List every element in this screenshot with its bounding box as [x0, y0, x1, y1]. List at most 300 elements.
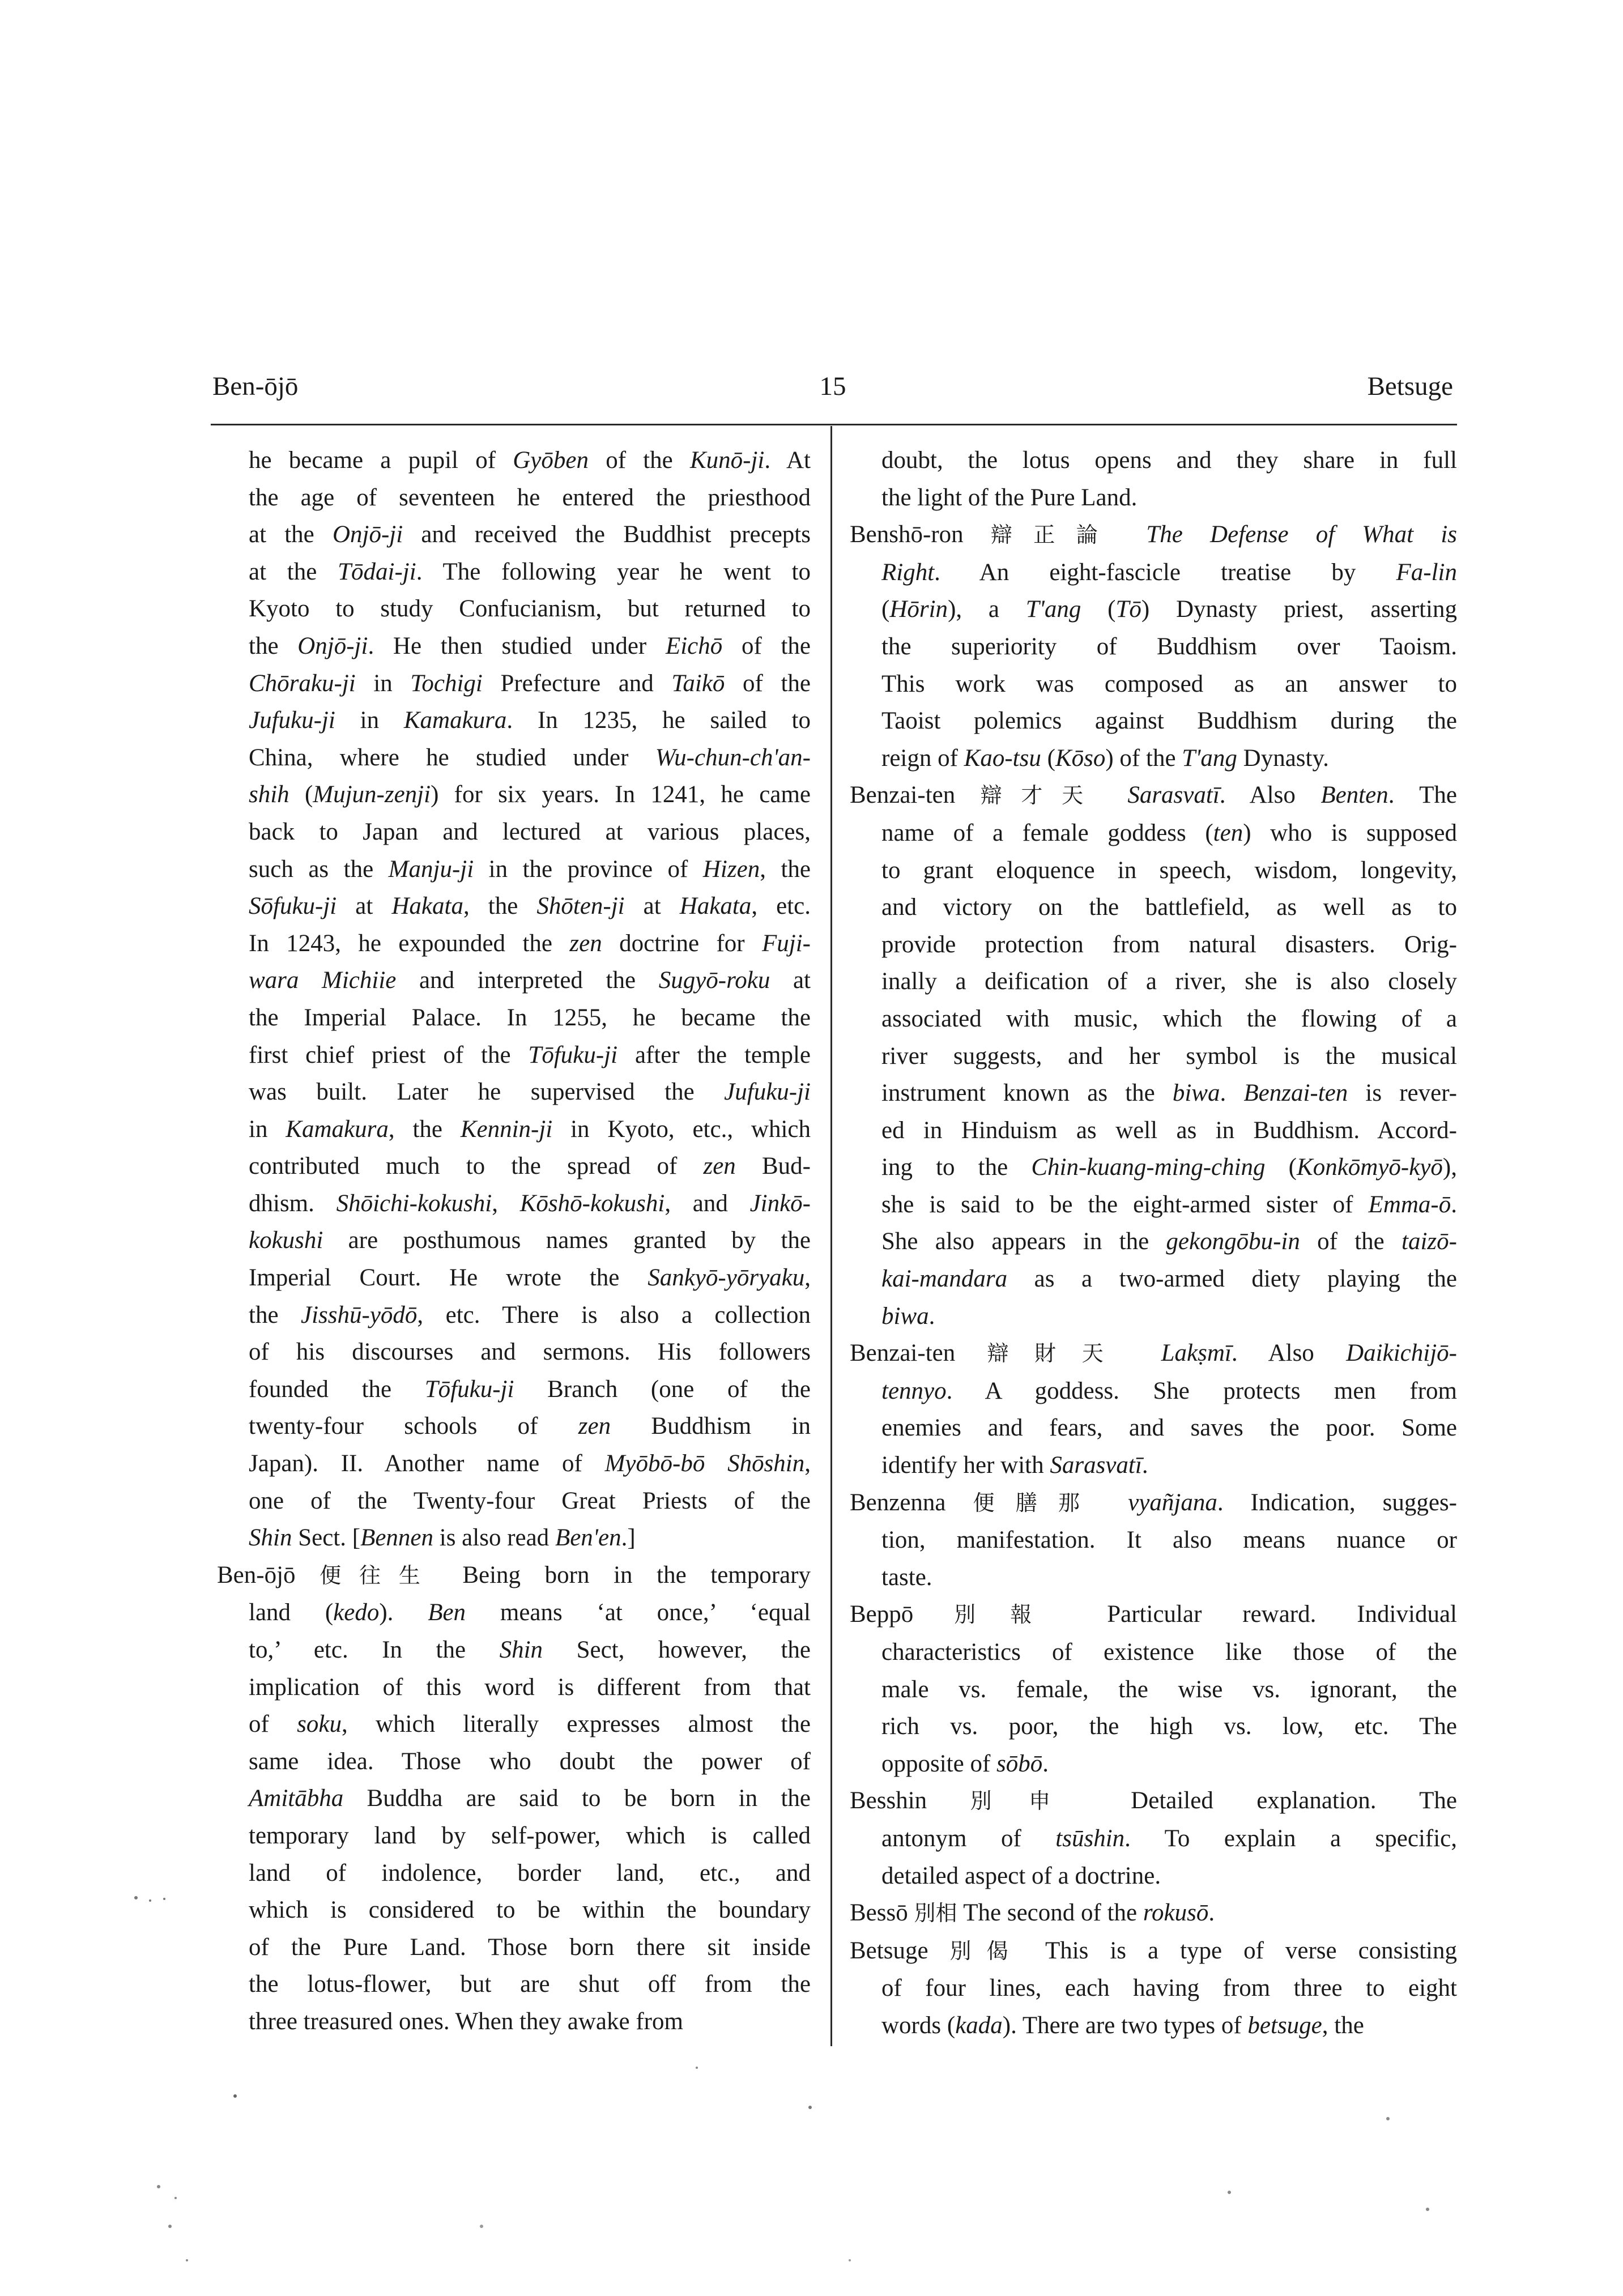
kanji-characters: 便膳那: [973, 1490, 1101, 1515]
text-line: [217, 628, 811, 665]
text-line: [217, 479, 811, 517]
text-run: associated with music, which the flowing of a: [881, 1005, 1457, 1032]
text-line: [217, 1483, 811, 1520]
text-run: provide protection from natural disasters. Orig-: [881, 931, 1457, 958]
text-run: This work was composed as an answer to: [881, 670, 1457, 697]
text-line: [850, 1260, 1457, 1298]
italic-term: taizō-: [1402, 1228, 1457, 1255]
text-run: China, where he studied under: [249, 744, 655, 771]
italic-term: Tōfuku-ji: [528, 1041, 618, 1068]
text-run: . The: [1388, 782, 1457, 809]
text-line: [850, 926, 1457, 964]
text-line: [217, 925, 811, 962]
italic-term: Konkōmyō-kyō: [1297, 1154, 1443, 1181]
text-run: Branch (one of the: [514, 1375, 811, 1403]
text-line: [850, 1522, 1457, 1559]
text-line: [850, 740, 1457, 777]
text-line: [850, 1447, 1457, 1484]
text-run: of the: [1300, 1228, 1402, 1255]
text-line: [217, 1408, 811, 1445]
text-run: at the: [249, 521, 333, 548]
italic-term: Chōraku-ji: [249, 670, 356, 697]
text-line: [850, 1112, 1457, 1149]
text-run: , and: [664, 1190, 750, 1217]
text-line: [850, 1000, 1457, 1038]
italic-term: Tō: [1115, 596, 1141, 623]
text-line: [217, 1037, 811, 1074]
text-line: [217, 999, 811, 1037]
italic-term: T'ang: [1182, 744, 1237, 772]
italic-term: Tōfuku-ji: [424, 1375, 514, 1403]
text-run: . Also: [1231, 1340, 1347, 1367]
text-run: Prefecture and: [482, 670, 672, 697]
text-run: , the: [760, 855, 811, 883]
text-run: reign of: [881, 744, 964, 772]
text-run: Japan). II. Another name of: [249, 1450, 605, 1477]
text-line: [850, 963, 1457, 1000]
text-line: [217, 1594, 811, 1632]
text-run: of the: [588, 447, 690, 474]
italic-term: Sugyō-roku: [658, 967, 770, 994]
italic-term: betsuge: [1247, 2012, 1322, 2039]
text-run: the Imperial Palace. In 1255, he became the: [249, 1004, 811, 1031]
text-run: ), a: [948, 596, 1026, 623]
italic-term: sōbō: [996, 1750, 1043, 1777]
text-line: [850, 1149, 1457, 1186]
text-run: ed in Hinduism as well as in Buddhism. Accord-: [881, 1117, 1457, 1144]
text-run: contributed much to the spread of: [249, 1153, 704, 1180]
italic-term: gekongōbu-in: [1166, 1228, 1300, 1255]
italic-term: Kao-tsu: [964, 744, 1041, 772]
text-line: [217, 962, 811, 999]
italic-term: Taikō: [671, 670, 725, 697]
italic-term: Benzai-ten: [1243, 1080, 1348, 1107]
text-run: in: [335, 707, 404, 734]
italic-term: Jisshū-yōdō: [301, 1301, 418, 1328]
italic-term: kada: [955, 2012, 1003, 2039]
text-run: , the: [1322, 2012, 1364, 2039]
kanji-characters: 便往生: [320, 1562, 438, 1588]
italic-term: Wu-chun-ch'an-: [655, 744, 811, 771]
text-run: after the temple: [617, 1041, 811, 1068]
italic-term: Benten: [1320, 782, 1388, 809]
italic-term: Tochigi: [410, 670, 483, 697]
text-line: [217, 1371, 811, 1408]
text-run: antonym of: [881, 1825, 1056, 1852]
text-run: ),: [1442, 1154, 1457, 1181]
italic-term: Myōbō-bō Shōshin: [604, 1450, 805, 1477]
text-run: twenty-four schools of: [249, 1413, 578, 1440]
text-run: river suggests, and her symbol is the musical: [881, 1042, 1457, 1070]
text-run: Kyoto to study Confucianism, but returned to: [249, 595, 811, 623]
text-line: [850, 1186, 1457, 1224]
text-run: of the Pure Land. Those born there sit inside: [249, 1933, 811, 1961]
text-line: [217, 851, 811, 888]
italic-term: tsūshin: [1055, 1825, 1125, 1852]
italic-term: Kunō-ji: [689, 447, 765, 474]
text-run: founded the: [249, 1375, 425, 1403]
text-run: of the: [725, 670, 811, 697]
text-run: he became a pupil of: [249, 447, 513, 474]
italic-term: Hōrin: [889, 596, 948, 623]
italic-term: Shin: [499, 1637, 543, 1663]
text-run: land (: [249, 1599, 334, 1626]
italic-term: Hakata: [679, 893, 752, 920]
text-line: [850, 1894, 1457, 1932]
italic-term: Jufuku-ji: [249, 707, 335, 734]
italic-term: soku: [297, 1711, 342, 1738]
italic-term: Right: [881, 559, 935, 586]
text-run: .: [1042, 1750, 1049, 1777]
text-line: [850, 1373, 1457, 1410]
italic-term: biwa: [881, 1302, 929, 1330]
text-line: [850, 815, 1457, 852]
italic-term: vyañjana: [1128, 1489, 1217, 1516]
text-run: detailed aspect of a doctrine.: [881, 1862, 1161, 1889]
text-run: [1101, 1489, 1128, 1516]
text-line: [217, 1780, 811, 1817]
text-run: land of indolence, border land, etc., and: [249, 1859, 811, 1886]
text-line: [217, 1669, 811, 1706]
text-line: [217, 1817, 811, 1855]
text-line: [217, 1445, 811, 1483]
text-run: in: [249, 1115, 286, 1143]
italic-term: T'ang: [1025, 596, 1081, 623]
header-last-entry: Betsuge: [1367, 372, 1453, 401]
text-run: characteristics of existence like those of the: [881, 1639, 1457, 1665]
text-run: words (: [881, 2012, 956, 2039]
text-run: This is a type of verse consisting: [1023, 1937, 1457, 1964]
text-run: (: [1041, 744, 1055, 772]
text-line: [850, 1970, 1457, 2007]
text-run: (: [1265, 1154, 1297, 1181]
text-run: at: [770, 967, 811, 994]
text-run: .: [928, 1302, 935, 1330]
text-run: first chief priest of the: [249, 1041, 529, 1068]
text-line: [850, 1409, 1457, 1447]
italic-term: Kōso: [1055, 744, 1106, 772]
text-run: three treasured ones. When they awake from: [249, 2008, 683, 2035]
text-run: of four lines, each having from three to eight: [881, 1975, 1457, 2002]
text-run: .: [1208, 1899, 1215, 1927]
italic-term: Tōdai-ji: [338, 558, 416, 585]
italic-term: Emma-ō: [1368, 1191, 1451, 1218]
text-line: [217, 590, 811, 628]
text-run: ) of the: [1105, 744, 1182, 772]
text-run: ) who is supposed: [1243, 819, 1458, 846]
text-line: [217, 1222, 811, 1259]
text-line: [850, 1596, 1457, 1634]
text-line: [850, 702, 1457, 740]
italic-term: Hizen: [702, 855, 760, 883]
italic-term: tennyo: [881, 1377, 947, 1404]
text-line: [850, 1298, 1457, 1335]
text-run: instrument known as the: [881, 1080, 1173, 1107]
text-run: [1119, 521, 1146, 548]
italic-term: Jinkō-: [749, 1190, 811, 1217]
text-run: opposite of: [881, 1750, 997, 1777]
text-run: . In 1235, he sailed to: [506, 707, 811, 734]
text-line: [217, 1111, 811, 1148]
italic-term: Eichō: [665, 632, 723, 659]
text-run: doctrine for: [602, 930, 762, 957]
text-line: [217, 776, 811, 813]
kanji-characters: 別相: [914, 1901, 957, 1926]
text-line: [217, 553, 811, 591]
text-run: ing to the: [881, 1154, 1032, 1181]
text-run: (: [1081, 596, 1116, 623]
text-run: . He then studied under: [368, 632, 666, 659]
text-run: inally a deification of a river, she is also closely: [881, 968, 1457, 995]
text-run: [1129, 1340, 1161, 1366]
text-run: to,’ etc. In the: [249, 1637, 500, 1663]
italic-term: kedo: [333, 1599, 380, 1626]
text-line: [217, 1892, 811, 1929]
text-run: In 1243, he expounded the: [249, 930, 570, 957]
text-run: , the: [388, 1115, 461, 1143]
text-run: implication of this word is different from that: [249, 1673, 811, 1701]
text-run: Dynasty.: [1237, 744, 1329, 772]
italic-term: Bennen: [360, 1524, 433, 1552]
text-line: [217, 1519, 811, 1557]
text-run: She also appears in the: [881, 1228, 1166, 1255]
italic-term: Lakṣmī: [1161, 1340, 1232, 1367]
text-line: [217, 739, 811, 777]
text-run: Buddhism in: [611, 1413, 811, 1440]
text-line: [850, 1559, 1457, 1596]
italic-term: Hakata: [391, 893, 463, 920]
text-run: . The following year he went to: [416, 558, 811, 585]
text-line: [850, 889, 1457, 926]
kanji-characters: 辯才天: [980, 783, 1102, 808]
text-run: the light of the Pure Land.: [881, 484, 1138, 511]
text-run: (: [881, 596, 890, 623]
italic-term: Kōshō-kokushi: [519, 1190, 665, 1217]
text-run: Benshō-ron: [850, 521, 991, 548]
text-line: [850, 1820, 1457, 1858]
text-run: , the: [463, 893, 537, 920]
text-run: at the: [249, 558, 338, 585]
text-line: [850, 1335, 1457, 1373]
italic-term: Onjō-ji: [332, 521, 403, 548]
text-run: the: [249, 632, 298, 659]
italic-term: Fa-lin: [1396, 559, 1457, 586]
text-run: ). There are two types of: [1002, 2012, 1248, 2039]
text-run: back to Japan and lectured at various places,: [249, 818, 811, 845]
text-line: [850, 628, 1457, 666]
text-line: [217, 888, 811, 925]
text-run: she is said to be the eight-armed sister of: [881, 1191, 1369, 1218]
text-run: Sect. [: [292, 1524, 361, 1552]
text-run: ).: [379, 1599, 428, 1626]
italic-term: Shōten-ji: [536, 893, 625, 920]
kanji-characters: 別偈: [949, 1938, 1024, 1963]
text-line: [217, 1074, 811, 1111]
text-line: [217, 2003, 811, 2041]
text-run: are posthumous names granted by the: [323, 1227, 811, 1254]
text-line: [217, 516, 811, 553]
text-line: [217, 1966, 811, 2003]
text-line: [217, 1706, 811, 1743]
italic-term: Sarasvatī: [1127, 782, 1220, 809]
text-run: Bessō: [850, 1899, 914, 1927]
text-line: [217, 1297, 811, 1334]
text-run: Benzai-ten: [850, 1340, 987, 1367]
text-line: [850, 1223, 1457, 1260]
left-column: [217, 442, 811, 2041]
italic-term: Onjō-ji: [297, 632, 368, 659]
text-run: Detailed explanation. The: [1087, 1787, 1457, 1814]
italic-term: Sankyō-yōryaku: [648, 1264, 805, 1292]
text-run: . Also: [1219, 782, 1321, 809]
text-run: taste.: [881, 1564, 932, 1591]
italic-term: Amitābha: [249, 1785, 344, 1812]
italic-term: Jufuku-ji: [724, 1079, 811, 1106]
text-run: rich vs. poor, the high vs. low, etc. The: [881, 1713, 1457, 1740]
italic-term: Kennin-ji: [460, 1115, 553, 1143]
text-run: .: [1220, 1080, 1244, 1107]
text-run: of the: [722, 632, 811, 659]
text-line: [217, 665, 811, 702]
text-run: the lotus-flower, but are shut off from the: [249, 1971, 811, 1998]
text-line: [850, 1932, 1457, 1970]
text-run: is rever-: [1348, 1080, 1457, 1107]
text-run: identify her with: [881, 1452, 1050, 1479]
text-run: at: [624, 893, 680, 920]
text-line: [850, 1745, 1457, 1783]
italic-term: wara Michiie: [249, 967, 397, 994]
text-run: Benzenna: [850, 1489, 973, 1516]
kanji-characters: 辯正論: [990, 522, 1119, 548]
text-run: such as the: [249, 855, 389, 883]
italic-term: kai-mandara: [881, 1266, 1008, 1293]
text-run: Benzai-ten: [850, 782, 981, 809]
italic-term: Kamakura: [286, 1115, 389, 1143]
text-run: . To explain a specific,: [1124, 1825, 1457, 1852]
text-run: same idea. Those who doubt the power of: [249, 1748, 811, 1775]
text-run: in the province of: [474, 855, 703, 883]
text-run: to grant eloquence in speech, wisdom, longevity,: [881, 857, 1457, 884]
text-run: . A goddess. She protects men from: [946, 1377, 1457, 1404]
page-number: 15: [819, 372, 846, 401]
text-run: Besshin: [850, 1787, 970, 1814]
text-run: Imperial Court. He wrote the: [249, 1264, 648, 1292]
text-line: [850, 2007, 1457, 2044]
text-line: [850, 591, 1457, 628]
italic-term: Daikichijō-: [1346, 1340, 1457, 1367]
text-run: ,: [804, 1264, 811, 1292]
text-line: [850, 516, 1457, 554]
text-run: .]: [621, 1524, 636, 1552]
italic-term: Shōichi-kokushi: [336, 1190, 492, 1217]
running-header: [212, 371, 1453, 416]
italic-term: kokushi: [249, 1227, 323, 1254]
text-line: [217, 1929, 811, 1966]
text-run: The second of the: [957, 1899, 1143, 1927]
text-line: [850, 442, 1457, 479]
text-run: Sect, however, the: [543, 1637, 811, 1663]
text-line: [217, 1632, 811, 1669]
text-run: [1102, 782, 1127, 808]
text-line: [850, 852, 1457, 889]
text-run: the superiority of Buddhism over Taoism.: [881, 633, 1457, 660]
italic-term: rokusō: [1143, 1899, 1209, 1927]
italic-term: Fuji-: [762, 930, 811, 957]
text-line: [850, 1782, 1457, 1820]
text-line: [850, 1484, 1457, 1522]
text-line: [850, 1671, 1457, 1709]
italic-term: zen: [703, 1153, 736, 1180]
text-line: [850, 777, 1457, 815]
italic-term: Shin: [249, 1524, 292, 1552]
text-run: doubt, the lotus opens and they share in full: [881, 447, 1457, 474]
text-run: , etc.: [751, 893, 811, 920]
text-line: [217, 442, 811, 479]
text-run: and victory on the battlefield, as well as to: [881, 894, 1457, 921]
text-run: temporary land by self-power, which is called: [249, 1822, 811, 1849]
kanji-characters: 別申: [970, 1788, 1088, 1814]
text-line: [217, 1259, 811, 1297]
text-run: at: [336, 893, 392, 920]
text-line: [850, 1075, 1457, 1112]
text-run: , which literally expresses almost the: [341, 1711, 811, 1738]
text-run: Particular reward. Individual: [1066, 1601, 1457, 1628]
italic-term: Gyōben: [513, 447, 589, 474]
header-rule: [211, 424, 1457, 425]
italic-term: Sarasvatī: [1050, 1452, 1142, 1479]
italic-term: Chin-kuang-ming-ching: [1031, 1154, 1266, 1181]
text-run: enemies and fears, and saves the poor. Some: [881, 1415, 1457, 1442]
text-line: [217, 1185, 811, 1222]
italic-term: Sōfuku-ji: [249, 893, 337, 920]
text-run: and interpreted the: [396, 967, 659, 994]
text-run: ) for six years. In 1241, he came: [431, 781, 811, 808]
text-line: [850, 554, 1457, 591]
text-line: [850, 479, 1457, 517]
text-run: . An eight-fascicle treatise by: [934, 559, 1396, 586]
text-line: [217, 813, 811, 851]
text-line: [850, 1634, 1457, 1671]
text-run: male vs. female, the wise vs. ignorant, the: [881, 1676, 1457, 1703]
text-run: Bud-: [735, 1153, 811, 1180]
italic-term: shih: [249, 781, 289, 808]
text-run: and received the Buddhist precepts: [403, 521, 811, 548]
italic-term: Mujun-zenji: [313, 781, 431, 808]
text-run: (: [289, 781, 313, 808]
text-run: ,: [492, 1190, 520, 1217]
italic-term: ten: [1213, 819, 1243, 846]
text-run: the age of seventeen he entered the priesthood: [249, 484, 811, 511]
italic-term: Kamakura: [403, 707, 507, 734]
text-run: ) Dynasty priest, asserting: [1141, 596, 1457, 623]
text-run: was built. Later he supervised the: [249, 1079, 725, 1106]
text-run: in: [355, 670, 411, 697]
text-line: [217, 702, 811, 739]
italic-term: Ben: [428, 1599, 466, 1626]
italic-term: The Defense of What is: [1146, 521, 1458, 548]
text-run: one of the Twenty-four Great Priests of the: [249, 1487, 811, 1514]
text-run: Betsuge: [850, 1937, 950, 1964]
text-run: as a two-armed diety playing the: [1007, 1266, 1457, 1293]
text-line: [850, 1038, 1457, 1075]
right-column: [850, 442, 1457, 2044]
text-run: Being born in the temporary: [438, 1561, 811, 1588]
text-run: . At: [764, 447, 811, 474]
text-run: , etc. There is also a collection: [417, 1301, 811, 1328]
italic-term: zen: [569, 930, 602, 957]
header-first-entry: Ben-ōjō: [212, 372, 299, 401]
text-run: in Kyoto, etc., which: [552, 1115, 811, 1143]
